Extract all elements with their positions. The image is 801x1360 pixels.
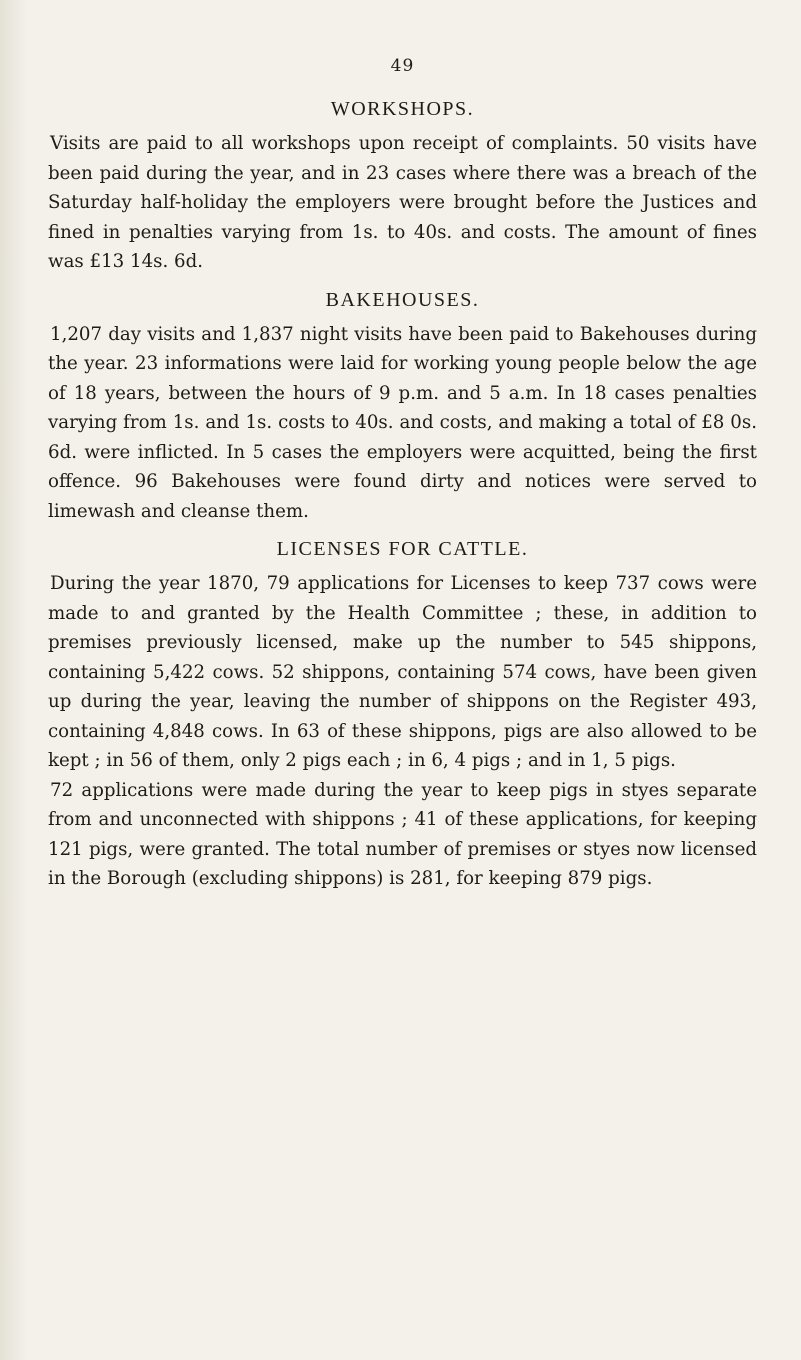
section-licenses-for-cattle [48, 538, 757, 894]
bakehouses-paragraph: 1,207 day visits and 1,837 night visits have been paid to Bakehouses during the year. 23 informations were laid for working young people below the age of 18 years, between the hours of 9 p.m. and 5 a.m. In 18 cases penalties varying from 1s. and 1s. costs to 40s. and costs, and making a total of £8 0s. 6d. were inflicted. In 5 cases the employers were acquitted, being the first offence. 96 Bakehouses were found dirty and notices were served to limewash and cleanse them. [48, 323, 757, 522]
section-heading-workshops: WORKSHOPS. [330, 98, 475, 120]
section-heading-bakehouses: BAKEHOUSES. [325, 288, 480, 311]
cattle-paragraph-1: During the year 1870, 79 applications for Licenses to keep 737 cows were made to and granted by the Health Committee ; these, in addition to premises previously licensed, make up the number to 545 shippons, containing 5,422 cows. 52 shippons, containing 574 cows, have been given up during the year, leaving the number of shippons on the Register 493, containing 4,848 cows. In 63 of these shippons, pigs are also allowed to be kept ; in 56 of them, only 2 pigs each ; in 6, 4 pigs ; and in 1, 5 pigs. [48, 573, 757, 771]
cattle-paragraph-2: 72 applications were made during the year to keep pigs in styes separate from and unconnected with shippons ; 41 of these applications, for keeping 121 pigs, were granted. The total number of premises or styes now licensed in the Borough (excluding shippons) is 281, for keeping 879 pigs. [48, 779, 757, 889]
section-workshops [48, 98, 757, 277]
page-number: 49 [390, 56, 415, 76]
workshops-paragraph: Visits are paid to all workshops upon receipt of complaints. 50 visits have been paid during the year, and in 23 cases where there was a breach of the Saturday half-holiday the employers were brought before the Justices and fined in penalties varying from 1s. to 40s. and costs. The amount of fines was £13 14s. 6d. [48, 133, 757, 272]
section-bakehouses [48, 289, 757, 527]
section-heading-licenses-for-cattle: LICENSES FOR CATTLE. [276, 538, 529, 560]
